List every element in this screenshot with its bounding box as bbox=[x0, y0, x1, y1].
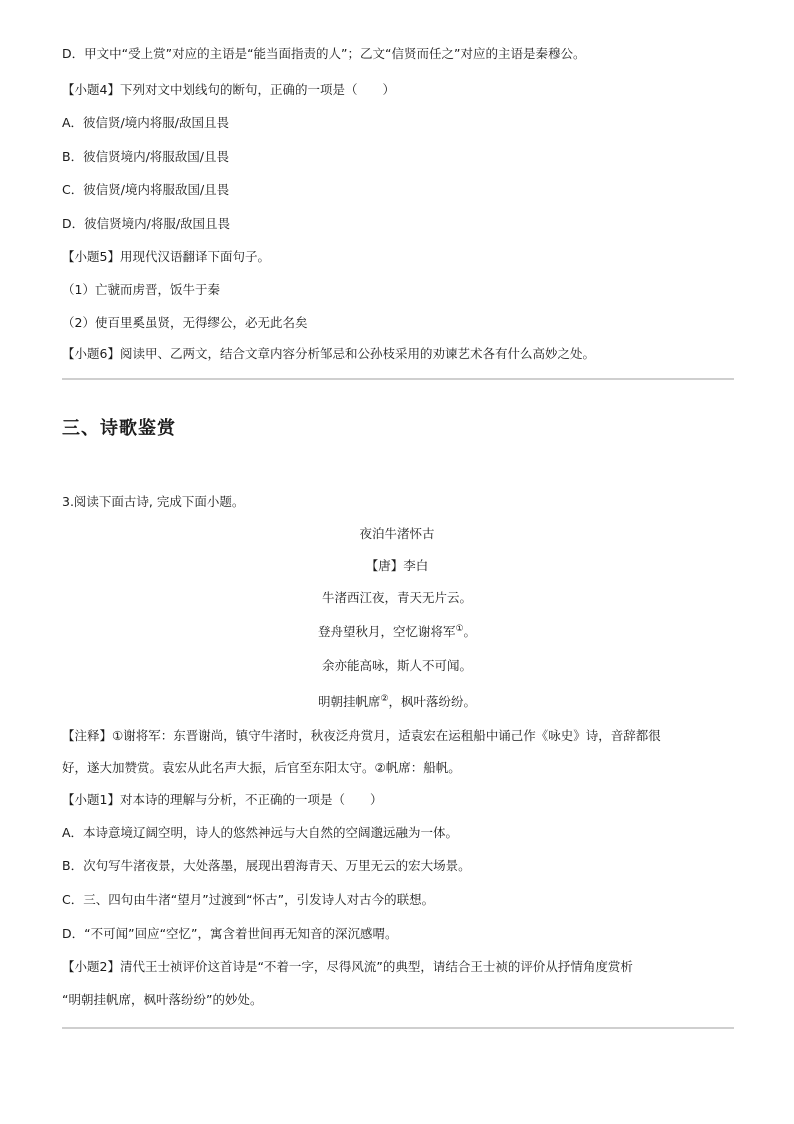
annotation-line-1: 【注释】①谢将军：东晋谢尚，镇守牛渚时，秋夜泛舟赏月，适袁宏在运租船中诵己作《咏史》诗，音辞都很 bbox=[62, 728, 661, 743]
q1-option-a: A．本诗意境辽阔空明，诗人的悠然神远与大自然的空阔邈远融为一体。 bbox=[62, 825, 459, 840]
q4-option-d: D．彼信贤境内/将服/敌国且畏 bbox=[62, 216, 231, 231]
annotation-line-2: 好，遂大加赞赏。袁宏从此名声大振，后官至东阳太守。②帆席：船帆。 bbox=[62, 760, 461, 775]
section-end-divider bbox=[62, 1027, 734, 1029]
poem-line-2: 登舟望秋月，空忆谢将军①。 bbox=[317, 623, 477, 639]
note-marker-2: ② bbox=[380, 693, 389, 704]
q5-item-1: （1）亡虢而虏晋，饭牛于秦 bbox=[62, 282, 220, 297]
q5-item-2: （2）使百里奚虽贤，无得缪公，必无此名矣 bbox=[62, 315, 308, 330]
poem-author: 【唐】李白 bbox=[365, 558, 429, 573]
poem-line-4: 明朝挂帆席②，枫叶落纷纷。 bbox=[317, 693, 477, 709]
question-intro: 3.阅读下面古诗, 完成下面小题。 bbox=[62, 494, 245, 509]
q4-option-c: C．彼信贤/境内将服敌国/且畏 bbox=[62, 182, 230, 197]
q2-stem-line-1: 【小题2】清代王士祯评价这首诗是“不着一字，尽得风流”的典型，请结合王士祯的评价从抒情角度赏析 bbox=[62, 959, 633, 974]
q4-option-a: A．彼信贤/境内将服/敌国且畏 bbox=[62, 115, 229, 130]
note-marker-1: ① bbox=[455, 623, 464, 634]
q6-stem: 【小题6】阅读甲、乙两文，结合文章内容分析邹忌和公孙枝采用的劝谏艺术各有什么高妙之处。 bbox=[62, 346, 595, 361]
q5-stem: 【小题5】用现代汉语翻译下面句子。 bbox=[62, 249, 270, 264]
q1-option-d: D．“不可闻”回应“空忆”，寓含着世间再无知音的深沉感喟。 bbox=[62, 926, 398, 941]
q4-option-b: B．彼信贤境内/将服敌国/且畏 bbox=[62, 149, 229, 164]
q3-option-d: D．甲文中“受上赏”对应的主语是“能当面指责的人”；乙文“信贤而任之”对应的主语是秦穆公。 bbox=[62, 46, 586, 61]
section-divider bbox=[62, 378, 734, 380]
poem-line-3: 余亦能高咏，斯人不可闻。 bbox=[321, 658, 472, 673]
poem-line-1: 牛渚西江夜，青天无片云。 bbox=[321, 590, 472, 605]
poem-title: 夜泊牛渚怀古 bbox=[359, 526, 435, 541]
q4-stem: 【小题4】下列对文中划线句的断句，正确的一项是（ ） bbox=[62, 82, 395, 97]
section-heading: 三、诗歌鉴赏 bbox=[62, 418, 176, 439]
q2-stem-line-2: “明朝挂帆席，枫叶落纷纷”的妙处。 bbox=[62, 992, 263, 1007]
q1-option-b: B．次句写牛渚夜景，大处落墨，展现出碧海青天、万里无云的宏大场景。 bbox=[62, 858, 471, 873]
q1-stem: 【小题1】对本诗的理解与分析，不正确的一项是（ ） bbox=[62, 792, 383, 807]
q1-option-c: C．三、四句由牛渚“望月”过渡到“怀古”，引发诗人对古今的联想。 bbox=[62, 892, 435, 907]
